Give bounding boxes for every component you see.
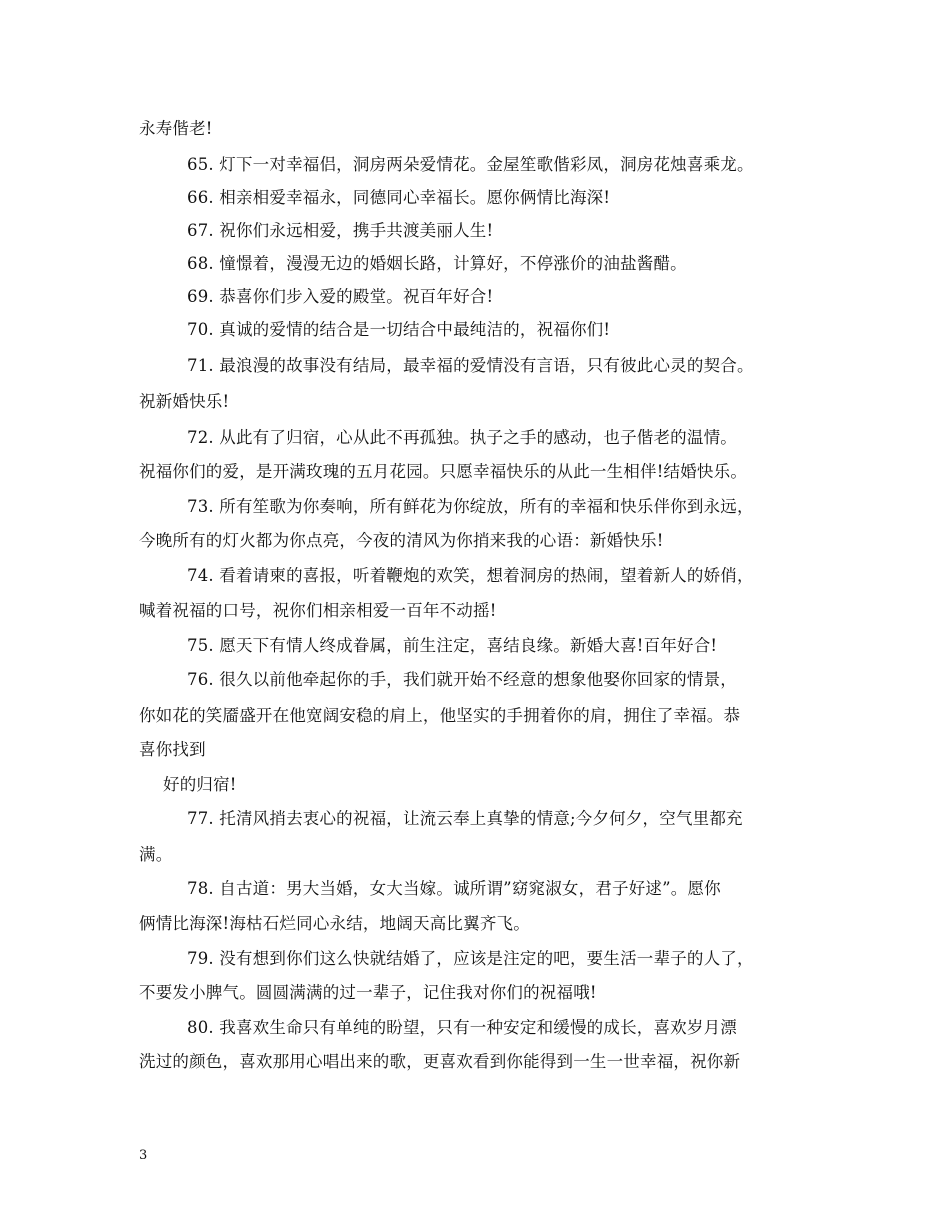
text-line: 66. 相亲相爱幸福永，同德同心幸福长。愿你俩情比海深! bbox=[187, 188, 611, 207]
text-line: 78. 自古道：男大当婚，女大当嫁。诚所谓”窈窕淑女，君子好逑”。愿你 bbox=[187, 879, 721, 898]
text-line: 祝福你们的爱，是开满玫瑰的五月花园。只愿幸福快乐的从此一生相伴!结婚快乐。 bbox=[139, 462, 748, 481]
text-line: 67. 祝你们永远相爱，携手共渡美丽人生! bbox=[187, 221, 494, 240]
text-line: 75. 愿天下有情人终成眷属，前生注定，喜结良缘。新婚大喜!百年好合! bbox=[187, 636, 718, 655]
text-line: 73. 所有笙歌为你奏响，所有鲜花为你绽放，所有的幸福和快乐伴你到永远， bbox=[187, 497, 754, 516]
text-line: 74. 看着请柬的喜报，听着鞭炮的欢笑，想着洞房的热闹，望着新人的娇俏， bbox=[187, 566, 754, 585]
text-line: 65. 灯下一对幸福侣，洞房两朵爱情花。金屋笙歌偕彩凤，洞房花烛喜乘龙。 bbox=[187, 155, 754, 174]
text-line: 71. 最浪漫的故事没有结局，最幸福的爱情没有言语，只有彼此心灵的契合。 bbox=[187, 356, 754, 375]
text-line: 80. 我喜欢生命只有单纯的盼望，只有一种安定和缓慢的成长，喜欢岁月漂 bbox=[187, 1018, 737, 1037]
text-line: 洗过的颜色，喜欢那用心唱出来的歌，更喜欢看到你能得到一生一世幸福，祝你新 bbox=[139, 1052, 741, 1071]
text-line: 永寿偕老! bbox=[139, 119, 213, 138]
text-line: 79. 没有想到你们这么快就结婚了，应该是注定的吧，要生活一辈子的人了， bbox=[187, 949, 754, 968]
text-line: 喜你找到 bbox=[139, 740, 206, 759]
text-line: 不要发小脾气。圆圆满满的过一辈子，记住我对你们的祝福哦! bbox=[139, 983, 597, 1002]
text-line: 你如花的笑靥盛开在他宽阔安稳的肩上，他坚实的手拥着你的肩，拥住了幸福。恭 bbox=[139, 706, 741, 725]
text-line: 祝新婚快乐! bbox=[139, 392, 230, 411]
page-number: 3 bbox=[139, 1148, 148, 1163]
text-line: 76. 很久以前他牵起你的手，我们就开始不经意的想象他娶你回家的情景， bbox=[187, 670, 737, 689]
text-line: 69. 恭喜你们步入爱的殿堂。祝百年好合! bbox=[187, 287, 494, 306]
text-line: 俩情比海深!海枯石烂同心永结，地阔天高比翼齐飞。 bbox=[139, 914, 530, 933]
text-line: 77. 托清风捎去衷心的祝福，让流云奉上真挚的情意;今夕何夕，空气里都充 bbox=[187, 809, 743, 828]
text-line: 喊着祝福的口号，祝你们相亲相爱一百年不动摇! bbox=[139, 601, 497, 620]
text-line: 满。 bbox=[139, 845, 173, 864]
text-line: 70. 真诚的爱情的结合是一切结合中最纯洁的，祝福你们! bbox=[187, 320, 611, 339]
text-line: 好的归宿! bbox=[163, 775, 237, 794]
text-line: 今晚所有的灯火都为你点亮，今夜的清风为你捎来我的心语：新婚快乐! bbox=[139, 531, 664, 550]
text-line: 68. 憧憬着，漫漫无边的婚姻长路，计算好，不停涨价的油盐酱醋。 bbox=[187, 254, 687, 273]
text-line: 72. 从此有了归宿，心从此不再孤独。执子之手的感动，也子偕老的温情。 bbox=[187, 428, 737, 447]
